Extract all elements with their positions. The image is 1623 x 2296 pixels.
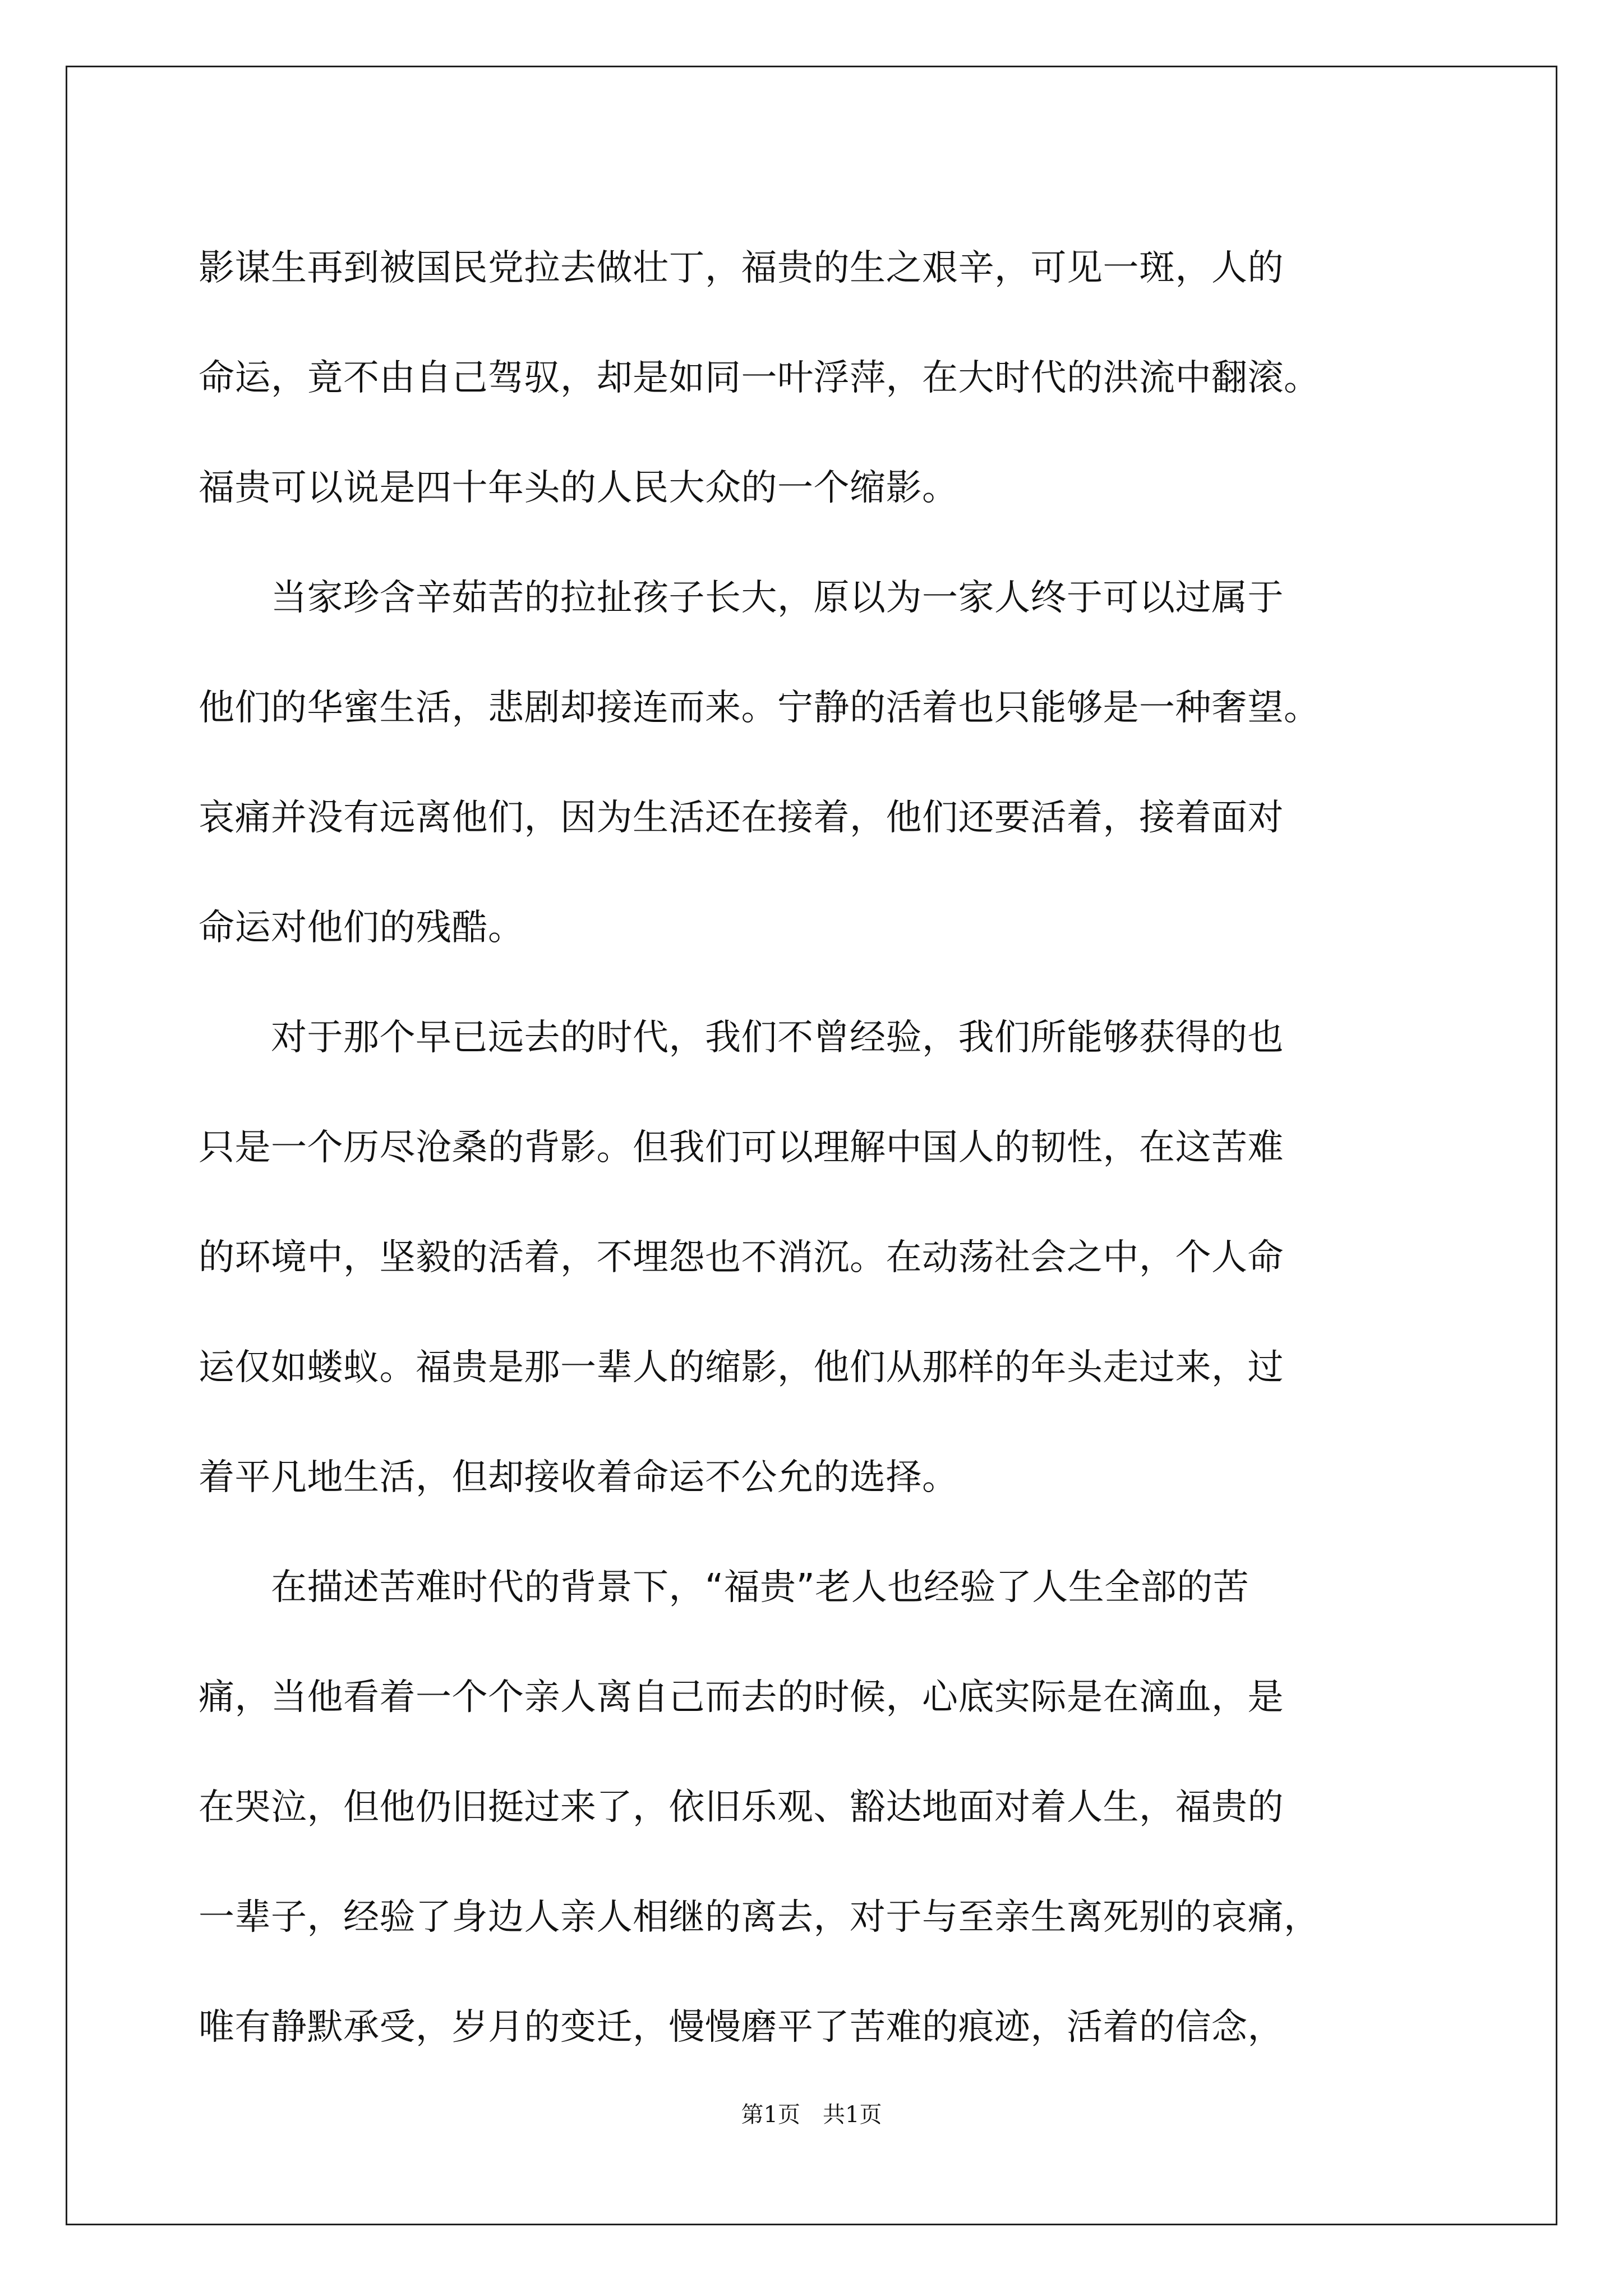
text-line: 运仅如蝼蚁。福贵是那一辈人的缩影，他们从那样的年头走过来，过 <box>199 1347 1284 1388</box>
text-line: 他们的华蜜生活，悲剧却接连而来。宁静的活着也只能够是一种奢望。 <box>199 687 1320 729</box>
text-line: 唯有静默承受，岁月的变迁，慢慢磨平了苦难的痕迹，活着的信念， <box>199 2007 1284 2048</box>
text-line: 命运，竟不由自己驾驭，却是如同一叶浮萍，在大时代的洪流中翻滚。 <box>199 357 1320 399</box>
page-footer: 第1页 共1页 <box>741 2102 882 2128</box>
text-line: 福贵可以说是四十年头的人民大众的一个缩影。 <box>199 467 958 509</box>
text-line: 影谋生再到被国民党拉去做壮丁，福贵的生之艰辛，可见一斑，人的 <box>199 247 1284 289</box>
text-line: 的环境中，坚毅的活着，不埋怨也不消沉。在动荡社会之中，个人命 <box>199 1237 1284 1278</box>
text-line: 当家珍含辛茹苦的拉扯孩子长大，原以为一家人终于可以过属于 <box>199 577 1284 619</box>
text-line: 痛，当他看着一个个亲人离自己而去的时候，心底实际是在滴血，是 <box>199 1677 1284 1718</box>
text-line: 对于那个早已远去的时代，我们不曾经验，我们所能够获得的也 <box>199 1017 1284 1059</box>
text-line: 命运对他们的残酷。 <box>199 907 524 949</box>
text-line: 在哭泣，但他仍旧挺过来了，依旧乐观、豁达地面对着人生，福贵的 <box>199 1787 1284 1828</box>
text-line: 着平凡地生活，但却接收着命运不公允的选择。 <box>199 1457 958 1498</box>
text-line: 在描述苦难时代的背景下，“福贵”老人也经验了人生全部的苦 <box>199 1567 1249 1608</box>
text-line: 一辈子，经验了身边人亲人相继的离去，对于与至亲生离死别的哀痛， <box>199 1897 1320 1938</box>
text-line: 哀痛并没有远离他们，因为生活还在接着，他们还要活着，接着面对 <box>199 797 1284 839</box>
document-body <box>199 213 1435 2082</box>
text-line: 只是一个历尽沧桑的背影。但我们可以理解中国人的韧性，在这苦难 <box>199 1127 1284 1168</box>
